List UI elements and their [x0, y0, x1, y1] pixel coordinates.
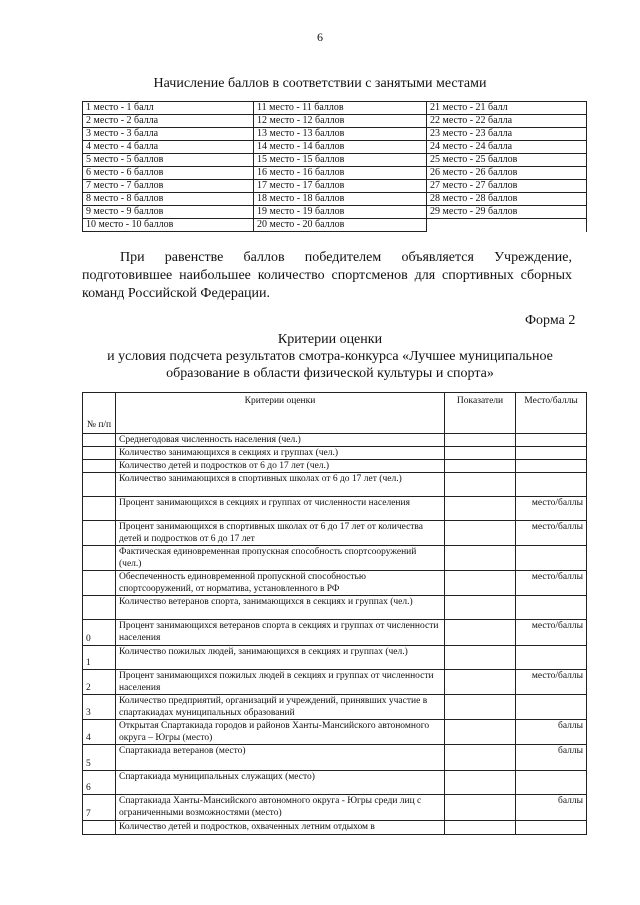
points-cell: 18 место - 18 баллов: [254, 193, 427, 206]
row-number: [83, 821, 116, 835]
points-value: место/баллы: [516, 497, 587, 521]
points-row: [83, 180, 587, 193]
points-value: [516, 646, 587, 670]
criteria-text: Фактическая единовременная пропускная способность спортсооружений (чел.): [116, 546, 445, 571]
criteria-text: Количество занимающихся в секциях и группах (чел.): [116, 447, 445, 460]
criteria-row: [83, 460, 587, 473]
row-number: [83, 447, 116, 460]
points-row: [83, 219, 587, 232]
points-cell: 27 место - 27 баллов: [427, 180, 587, 193]
criteria-text: Спартакиада ветеранов (место): [116, 745, 445, 771]
criteria-text: Процент занимающихся ветеранов спорта в секциях и группах от численности населения: [116, 620, 445, 646]
points-cell: 14 место - 14 баллов: [254, 141, 427, 154]
points-value: [516, 447, 587, 460]
points-cell: 7 место - 7 баллов: [83, 180, 254, 193]
page-number: 6: [317, 30, 323, 44]
indicator-value: [445, 821, 516, 835]
criteria-text: Количество детей и подростков, охваченных летним отдыхом в: [116, 821, 445, 835]
points-row: [83, 154, 587, 167]
indicator-value: [445, 434, 516, 447]
header-indicators: Показатели: [445, 393, 516, 434]
points-value: [516, 596, 587, 620]
points-cell: [427, 219, 587, 232]
points-value: [516, 434, 587, 447]
points-cell: 4 место - 4 балла: [83, 141, 254, 154]
points-cell: 11 место - 11 баллов: [254, 102, 427, 115]
points-cell: 3 место - 3 балла: [83, 128, 254, 141]
criteria-row: [83, 771, 587, 795]
indicator-value: [445, 695, 516, 720]
points-cell: 10 место - 10 баллов: [83, 219, 254, 232]
form-label: Форма 2: [525, 313, 576, 328]
points-cell: 19 место - 19 баллов: [254, 206, 427, 219]
points-cell: 5 место - 5 баллов: [83, 154, 254, 167]
indicator-value: [445, 521, 516, 546]
criteria-row: [83, 795, 587, 821]
points-value: [516, 771, 587, 795]
criteria-row: [83, 497, 587, 521]
points-value: [516, 473, 587, 497]
points-value: место/баллы: [516, 620, 587, 646]
criteria-text: Процент занимающихся в секциях и группах от численности населения: [116, 497, 445, 521]
points-value: баллы: [516, 720, 587, 745]
criteria-row: [83, 695, 587, 720]
criteria-row: [83, 447, 587, 460]
row-number: 4: [83, 720, 116, 745]
points-value: место/баллы: [516, 670, 587, 695]
points-value: место/баллы: [516, 521, 587, 546]
criteria-text: Процент занимающихся в спортивных школах от 6 до 17 лет от количества детей и подростков от 6 до 17 лет: [116, 521, 445, 546]
points-cell: 1 место - 1 балл: [83, 102, 254, 115]
points-cell: 23 место - 23 балла: [427, 128, 587, 141]
points-cell: 21 место - 21 балл: [427, 102, 587, 115]
criteria-row: [83, 546, 587, 571]
criteria-text: Количество детей и подростков от 6 до 17 лет (чел.): [116, 460, 445, 473]
indicator-value: [445, 670, 516, 695]
points-value: [516, 695, 587, 720]
indicator-value: [445, 795, 516, 821]
points-value: баллы: [516, 745, 587, 771]
criteria-title-line-3: образование в области физической культуры и спорта»: [166, 366, 494, 381]
indicator-value: [445, 473, 516, 497]
criteria-row: [83, 473, 587, 497]
points-cell: 16 место - 16 баллов: [254, 167, 427, 180]
points-value: место/баллы: [516, 571, 587, 596]
row-number: [83, 521, 116, 546]
points-title: Начисление баллов в соответствии с занятыми местами: [153, 76, 487, 91]
indicator-value: [445, 571, 516, 596]
row-number: [83, 473, 116, 497]
row-number: [83, 460, 116, 473]
criteria-text: Количество пожилых людей, занимающихся в секциях и группах (чел.): [116, 646, 445, 670]
criteria-title: [60, 331, 600, 382]
points-value: баллы: [516, 795, 587, 821]
points-cell: 29 место - 29 баллов: [427, 206, 587, 219]
row-number: 3: [83, 695, 116, 720]
points-row: [83, 167, 587, 180]
criteria-row: [83, 745, 587, 771]
criteria-text: Спартакиада Ханты-Мансийского автономного округа - Югры среди лиц с ограниченными возможностями (место): [116, 795, 445, 821]
indicator-value: [445, 745, 516, 771]
points-cell: 15 место - 15 баллов: [254, 154, 427, 167]
row-number: [83, 596, 116, 620]
header-points: Место/баллы: [516, 393, 587, 434]
criteria-row: [83, 620, 587, 646]
points-value: [516, 546, 587, 571]
criteria-title-line-1: Критерии оценки: [277, 332, 383, 347]
indicator-value: [445, 460, 516, 473]
row-number: 2: [83, 670, 116, 695]
points-cell: 26 место - 26 баллов: [427, 167, 587, 180]
criteria-row: [83, 720, 587, 745]
indicator-value: [445, 620, 516, 646]
points-row: [83, 102, 587, 115]
row-number: 5: [83, 745, 116, 771]
criteria-table: [82, 392, 587, 835]
points-row: [83, 141, 587, 154]
row-number: [83, 546, 116, 571]
row-number: 0: [83, 620, 116, 646]
criteria-row: [83, 434, 587, 447]
criteria-row: [83, 571, 587, 596]
row-number: 7: [83, 795, 116, 821]
points-row: [83, 115, 587, 128]
criteria-text: Открытая Спартакиада городов и районов Ханты-Мансийского автономного округа – Югры (место): [116, 720, 445, 745]
indicator-value: [445, 546, 516, 571]
points-row: [83, 128, 587, 141]
criteria-row: [83, 646, 587, 670]
indicator-value: [445, 596, 516, 620]
points-cell: 2 место - 2 балла: [83, 115, 254, 128]
points-cell: 12 место - 12 баллов: [254, 115, 427, 128]
row-number: [83, 497, 116, 521]
points-row: [83, 206, 587, 219]
criteria-text: Количество предприятий, организаций и учреждений, принявших участие в спартакиадах муниципальных образований: [116, 695, 445, 720]
points-cell: 17 место - 17 баллов: [254, 180, 427, 193]
row-number: 1: [83, 646, 116, 670]
points-cell: 28 место - 28 баллов: [427, 193, 587, 206]
points-cell: 6 место - 6 баллов: [83, 167, 254, 180]
row-number: [83, 434, 116, 447]
points-cell: 24 место - 24 балла: [427, 141, 587, 154]
points-cell: 8 место - 8 баллов: [83, 193, 254, 206]
criteria-text: Среднегодовая численность населения (чел.): [116, 434, 445, 447]
criteria-text: Количество ветеранов спорта, занимающихся в секциях и группах (чел.): [116, 596, 445, 620]
points-table: [82, 101, 587, 232]
indicator-value: [445, 720, 516, 745]
winner-paragraph: При равенстве баллов победителем объявляется Учреждение, подготовившее наибольшее количество спортсменов для спортивных сборных команд Российской Федерации.: [82, 250, 572, 301]
criteria-title-line-2: и условия подсчета результатов смотра-конкурса «Лучшее муниципальное: [107, 349, 553, 364]
criteria-row: [83, 670, 587, 695]
points-row: [83, 193, 587, 206]
criteria-text: Количество занимающихся в спортивных школах от 6 до 17 лет (чел.): [116, 473, 445, 497]
criteria-text: Спартакиада муниципальных служащих (место): [116, 771, 445, 795]
indicator-value: [445, 771, 516, 795]
points-cell: 20 место - 20 баллов: [254, 219, 427, 232]
points-cell: 9 место - 9 баллов: [83, 206, 254, 219]
criteria-text: Обеспеченность единовременной пропускной способностью спортсооружений, от норматива, установленного в РФ: [116, 571, 445, 596]
points-cell: 25 место - 25 баллов: [427, 154, 587, 167]
header-num: № п/п: [83, 393, 116, 434]
row-number: 6: [83, 771, 116, 795]
points-cell: 13 место - 13 баллов: [254, 128, 427, 141]
points-value: [516, 460, 587, 473]
indicator-value: [445, 646, 516, 670]
criteria-row: [83, 821, 587, 835]
indicator-value: [445, 447, 516, 460]
row-number: [83, 571, 116, 596]
criteria-row: [83, 596, 587, 620]
criteria-row: [83, 521, 587, 546]
criteria-text: Процент занимающихся пожилых людей в секциях и группах от численности населения: [116, 670, 445, 695]
header-criteria: Критерии оценки: [116, 393, 445, 434]
points-cell: 22 место - 22 балла: [427, 115, 587, 128]
indicator-value: [445, 497, 516, 521]
points-value: [516, 821, 587, 835]
